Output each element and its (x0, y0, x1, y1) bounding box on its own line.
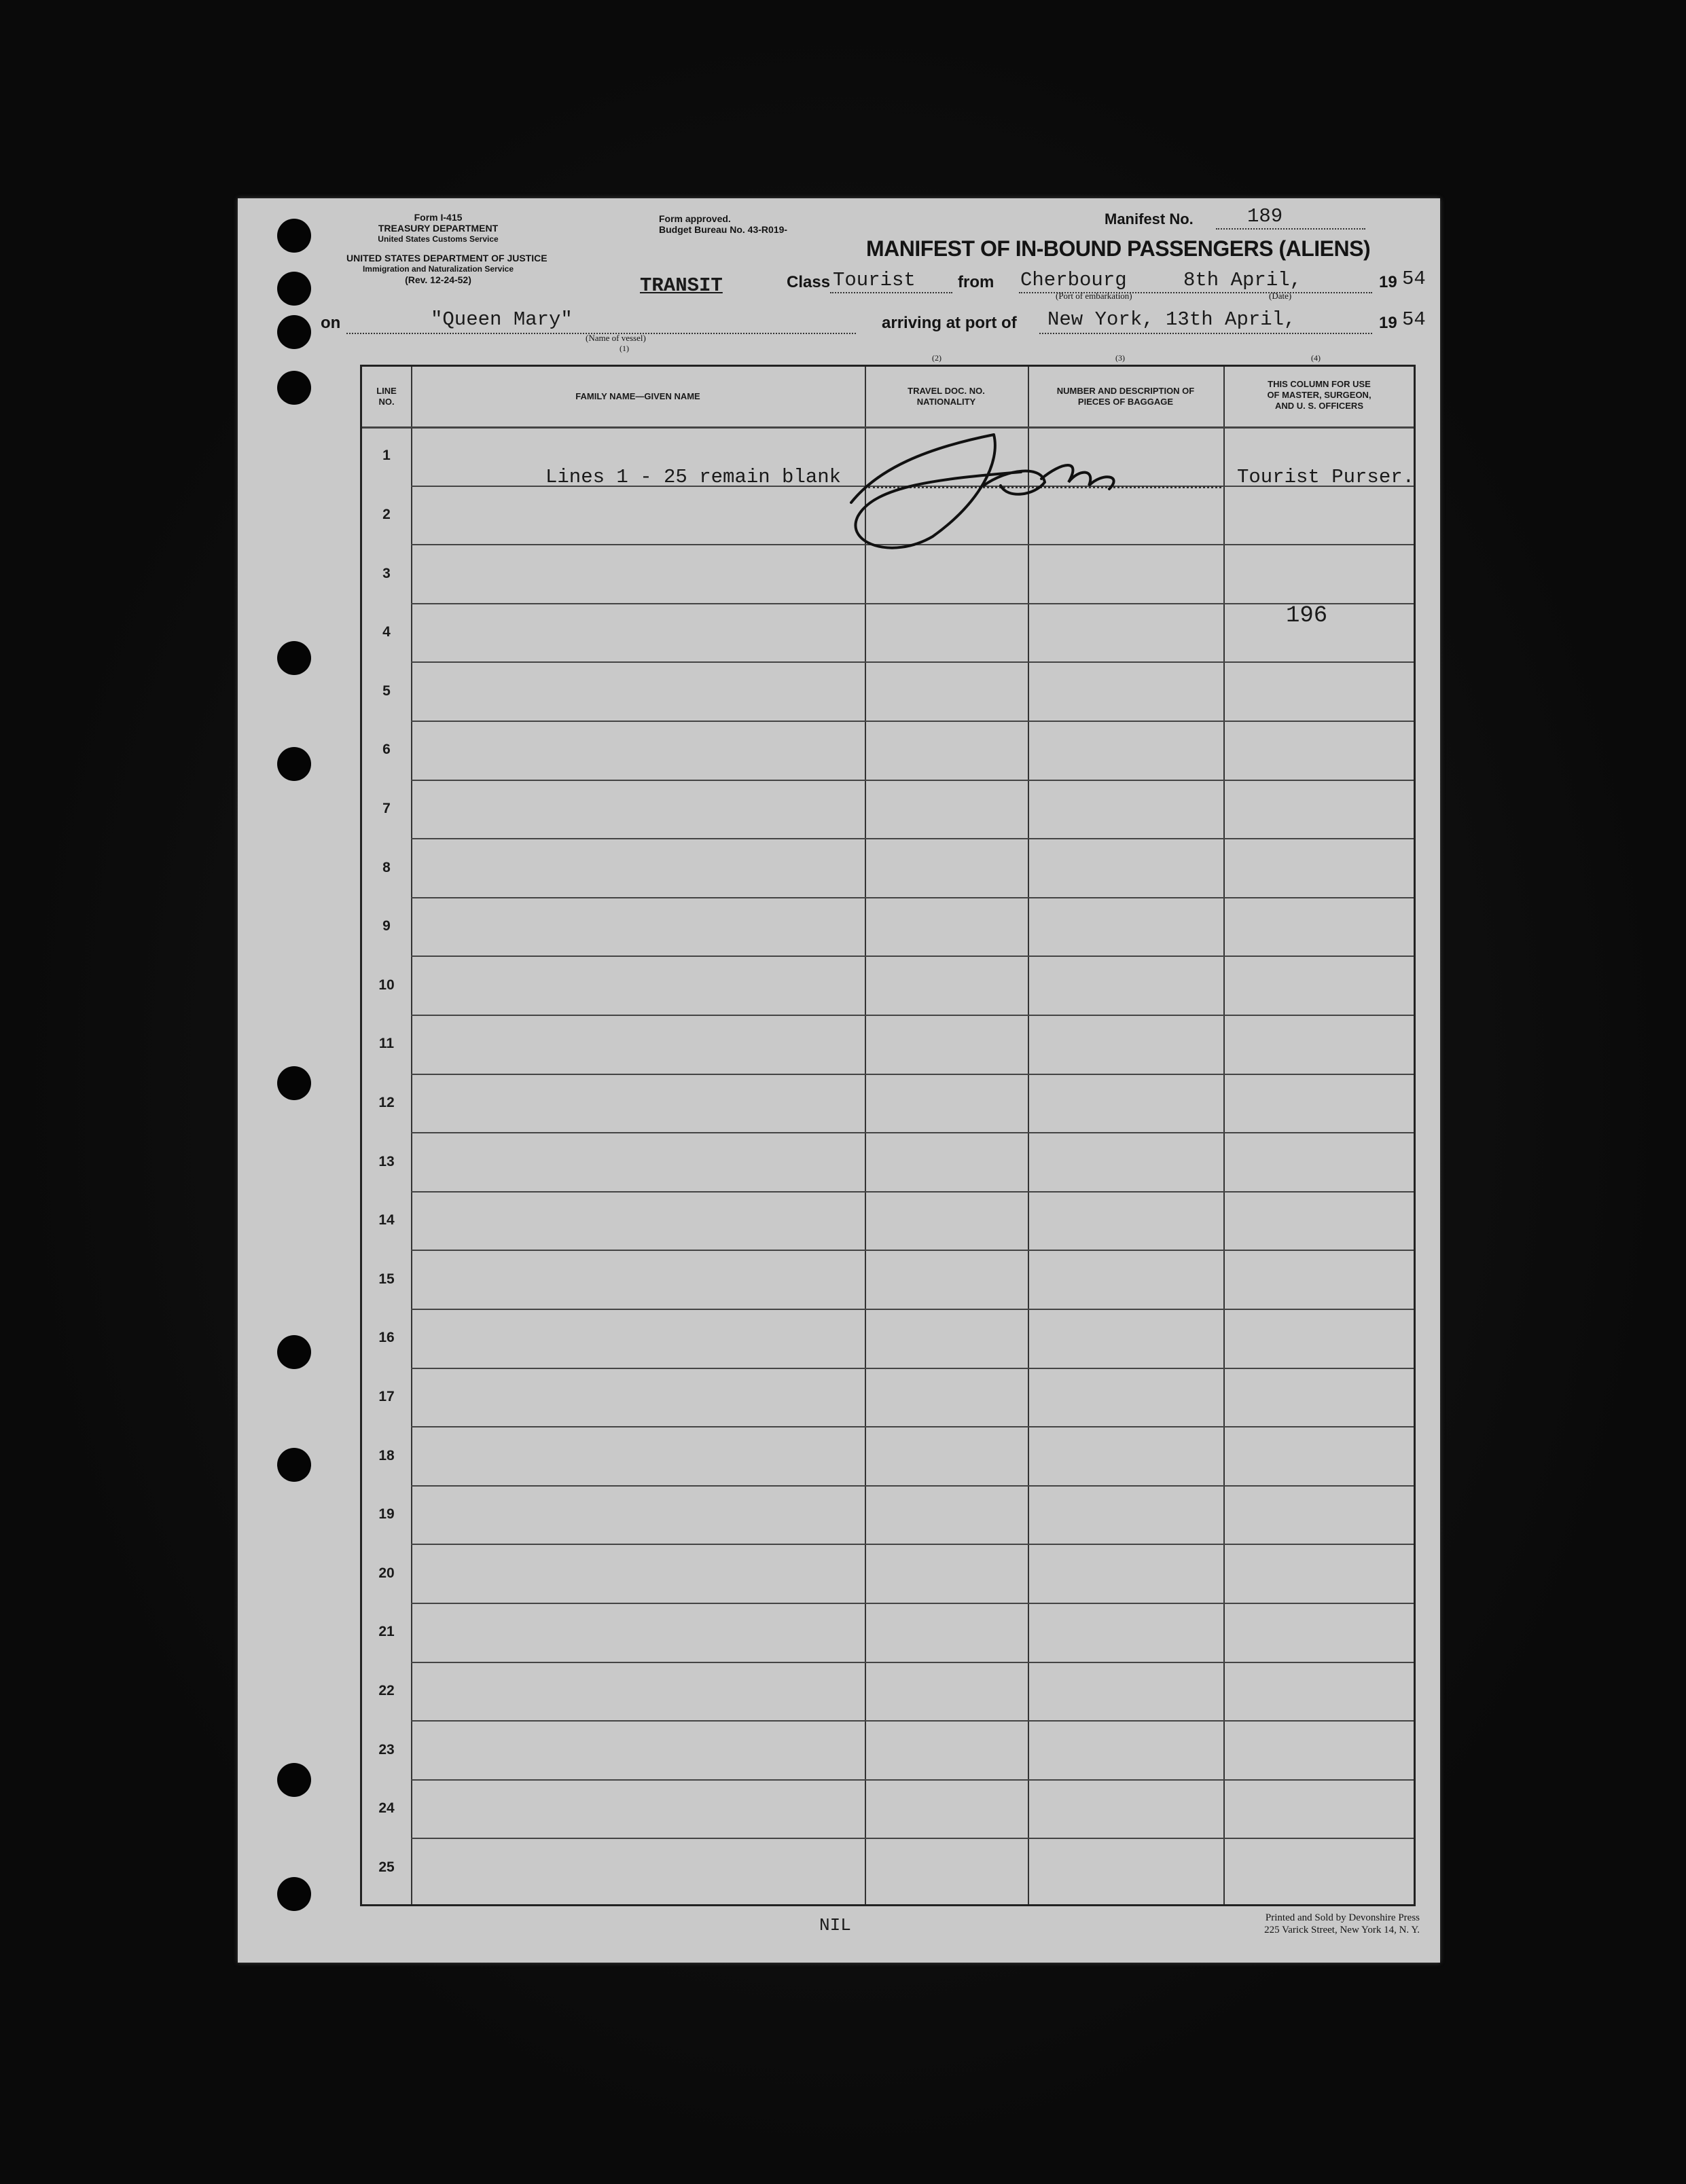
row-rule (411, 1603, 1414, 1604)
row-number: 19 (378, 1506, 395, 1523)
form-number: Form I-415 (414, 212, 463, 223)
punch-hole (277, 641, 311, 675)
ins-service: Immigration and Naturalization Service (362, 264, 514, 274)
punch-hole (277, 219, 311, 253)
row-rule (411, 1309, 1414, 1310)
purser-signature (838, 421, 1164, 557)
row-rule (411, 721, 1414, 722)
col-1-number: (1) (620, 344, 629, 353)
arrival-year-prefix: 19 (1379, 314, 1397, 332)
punch-hole (277, 747, 311, 781)
row-number: 10 (378, 977, 395, 993)
manifest-page (238, 198, 1440, 1963)
row-number: 15 (378, 1271, 395, 1287)
row-number: 4 (382, 624, 391, 640)
punch-hole (277, 1877, 311, 1911)
printer-line-2: 225 Varick Street, New York 14, N. Y. (1264, 1925, 1420, 1935)
departure-date: 8th April, (1183, 269, 1302, 291)
punch-hole (277, 315, 311, 349)
blank-lines-note: Lines 1 - 25 remain blank (545, 466, 842, 488)
row-number: 24 (378, 1800, 395, 1817)
vessel-caption: (Name of vessel) (586, 333, 646, 343)
row-rule (411, 603, 1414, 604)
col-4-number: (4) (1311, 353, 1321, 363)
row-number: 5 (382, 682, 391, 699)
header-baggage: NUMBER AND DESCRIPTION OF PIECES OF BAGGAGE (1056, 386, 1195, 407)
passenger-table (360, 365, 1416, 1906)
row-rule (411, 1250, 1414, 1251)
page-title: MANIFEST OF IN-BOUND PASSENGERS (ALIENS) (866, 236, 1371, 261)
transit-stamp: TRANSIT (640, 274, 723, 297)
row-rule (411, 1074, 1414, 1075)
col-2-number: (2) (932, 353, 941, 363)
row-rule (411, 1662, 1414, 1663)
from-port: Cherbourg (1020, 269, 1127, 291)
budget-bureau: Budget Bureau No. 43-R019- (659, 224, 788, 235)
row-rule (411, 1015, 1414, 1016)
row-number: 17 (378, 1388, 395, 1404)
class-label: Class (787, 273, 831, 291)
row-rule (411, 1368, 1414, 1369)
departure-year: 54 (1402, 268, 1426, 290)
row-number: 20 (378, 1565, 395, 1581)
manifest-number: 189 (1247, 205, 1283, 228)
row-number: 11 (378, 1036, 395, 1052)
header-name: FAMILY NAME—GIVEN NAME (575, 391, 700, 401)
arriving-label: arriving at port of (882, 314, 1017, 332)
punch-hole (277, 1066, 311, 1100)
row-rule (411, 1544, 1414, 1545)
printer-line-1: Printed and Sold by Devonshire Press (1265, 1912, 1420, 1923)
row-rule (411, 1426, 1414, 1427)
purser-title: Tourist Purser. (1237, 466, 1415, 488)
row-number: 7 (382, 800, 391, 816)
nil-mark: NIL (819, 1915, 851, 1935)
form-revision: (Rev. 12-24-52) (405, 274, 471, 285)
row-number: 3 (382, 565, 391, 581)
punch-hole (277, 1335, 311, 1369)
row-rule (411, 897, 1414, 898)
row-number: 13 (378, 1153, 395, 1169)
customs-service: United States Customs Service (378, 234, 499, 244)
row-number: 25 (378, 1859, 395, 1875)
from-caption: (Port of embarkation) (1056, 291, 1132, 301)
header-officers: THIS COLUMN FOR USE OF MASTER, SURGEON, AND U. S. OFFICERS (1267, 379, 1371, 411)
col-3-number: (3) (1115, 353, 1125, 363)
class-value: Tourist (833, 269, 916, 291)
from-label: from (958, 273, 994, 291)
row-rule (411, 838, 1414, 839)
row-number: 2 (382, 506, 391, 522)
row-rule (411, 1191, 1414, 1193)
punch-hole (277, 371, 311, 405)
row-rule (411, 1838, 1414, 1839)
row-number: 18 (378, 1447, 395, 1463)
row-number: 9 (382, 918, 391, 934)
row-rule (411, 1779, 1414, 1781)
row-rule (411, 956, 1414, 957)
row-rule (411, 1132, 1414, 1133)
justice-dept: UNITED STATES DEPARTMENT OF JUSTICE (346, 253, 548, 263)
punch-hole (277, 1448, 311, 1482)
arrival-year: 54 (1402, 308, 1426, 331)
row-rule (411, 661, 1414, 663)
row-number: 16 (378, 1330, 395, 1346)
treasury-dept: TREASURY DEPARTMENT (378, 223, 499, 234)
punch-hole (277, 272, 311, 306)
year-prefix: 19 (1379, 273, 1397, 291)
row-number: 22 (378, 1682, 395, 1698)
on-label: on (321, 314, 341, 332)
row-number: 8 (382, 859, 391, 875)
header-travel-doc: TRAVEL DOC. NO. NATIONALITY (908, 386, 985, 407)
row-rule (411, 1720, 1414, 1722)
row-number: 12 (378, 1094, 395, 1110)
row-rule (411, 780, 1414, 781)
vessel-name: "Queen Mary" (431, 308, 573, 331)
row-number: 6 (382, 742, 391, 758)
header-line-no: LINE NO. (376, 386, 397, 407)
row-number: 1 (382, 448, 391, 464)
row-rule (411, 1485, 1414, 1487)
punch-hole (277, 1763, 311, 1797)
row-number: 14 (378, 1212, 395, 1228)
form-approved: Form approved. (659, 213, 731, 224)
row-number: 21 (378, 1624, 395, 1640)
manifest-label: Manifest No. (1105, 211, 1194, 228)
row-number: 23 (378, 1741, 395, 1758)
arrival-port-date: New York, 13th April, (1047, 308, 1296, 331)
date-caption: (Date) (1269, 291, 1292, 301)
stamp-number: 196 (1286, 603, 1328, 629)
